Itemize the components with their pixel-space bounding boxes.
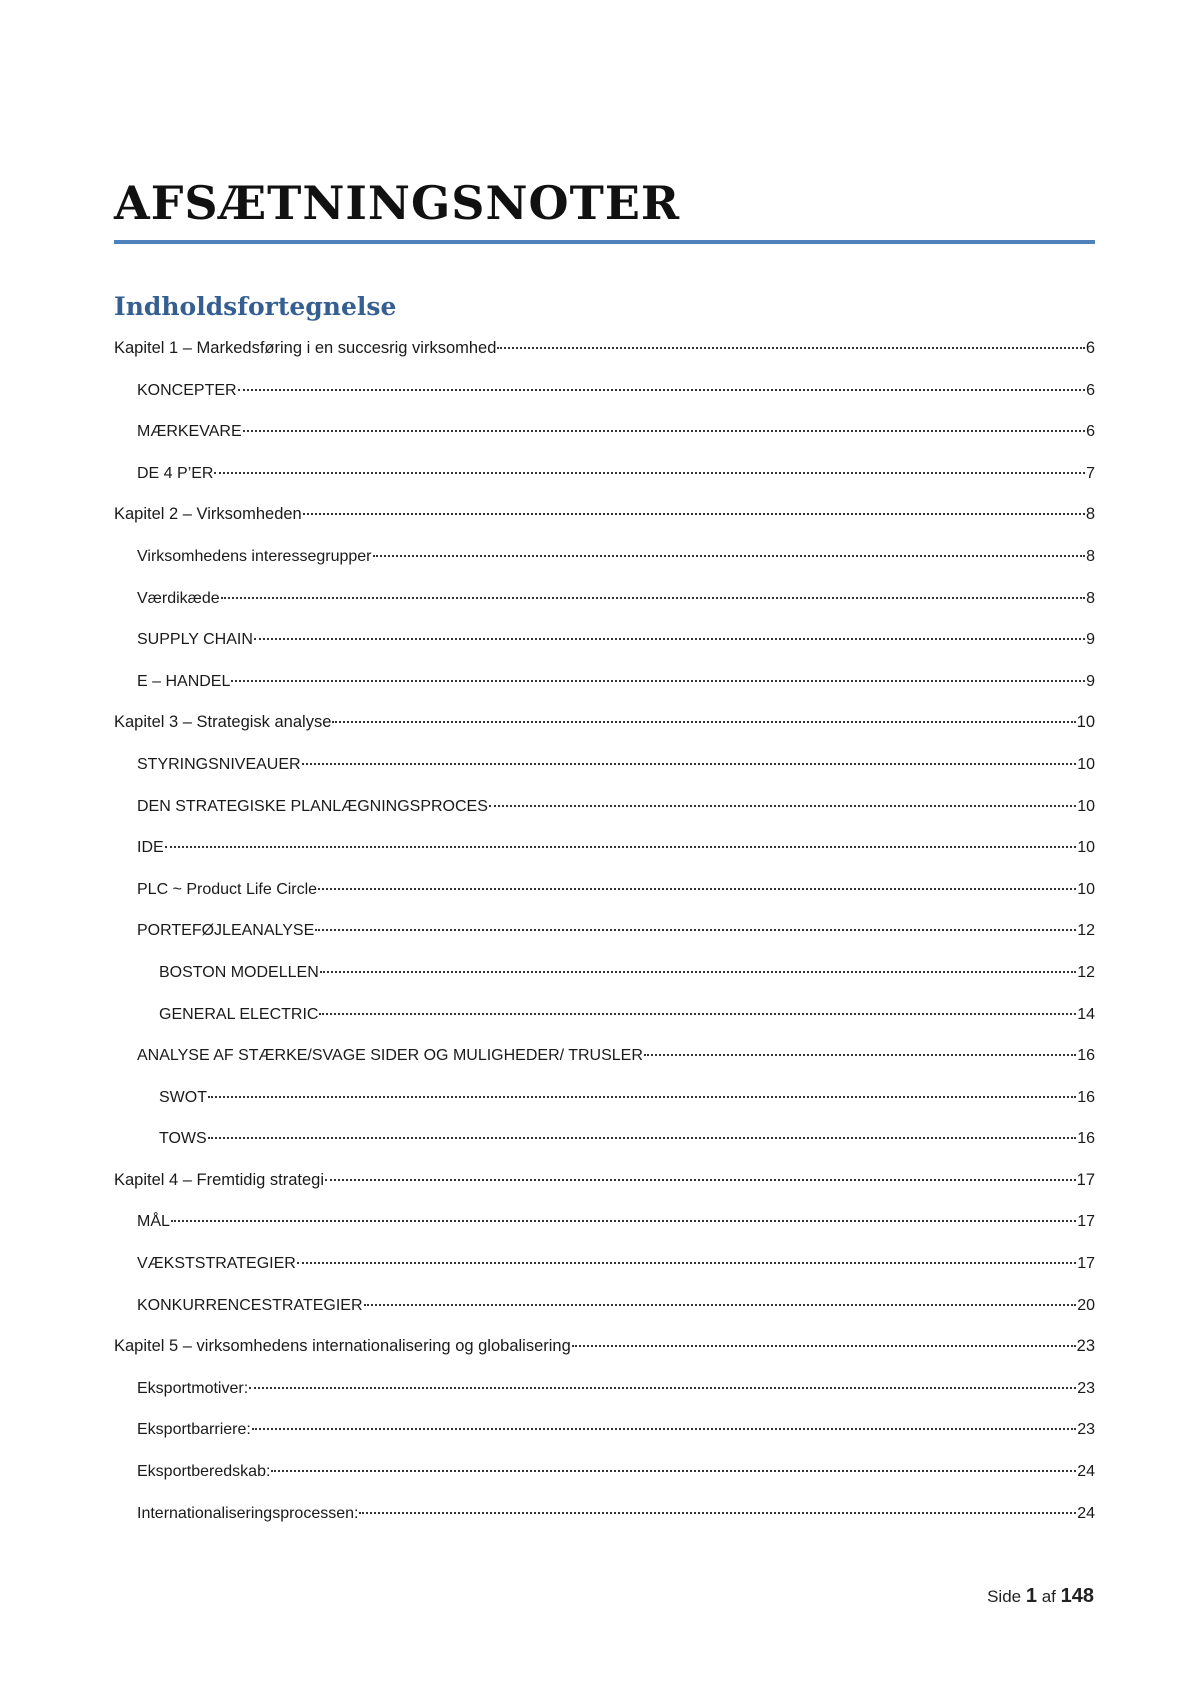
toc-entry[interactable] — [114, 619, 1095, 661]
toc-dot-leader — [231, 680, 1085, 682]
toc-entry[interactable] — [114, 1160, 1095, 1202]
toc-entry-page-number: 14 — [1077, 1005, 1095, 1023]
toc-heading: Indholdsfortegnelse — [114, 292, 397, 321]
toc-entry-label: Eksportberedskab: — [137, 1463, 271, 1481]
toc-entry-page-number: 24 — [1077, 1504, 1095, 1522]
toc-entry[interactable] — [114, 744, 1095, 786]
toc-entry-page-number: 10 — [1077, 797, 1095, 815]
toc-dot-leader — [364, 1304, 1077, 1306]
toc-entry-label: SWOT — [159, 1088, 207, 1106]
toc-entry-label: KONCEPTER — [137, 381, 237, 399]
toc-entry-label: STYRINGSNIVEAUER — [137, 755, 301, 773]
toc-entry-page-number: 16 — [1077, 1088, 1095, 1106]
toc-entry-page-number: 23 — [1076, 1337, 1095, 1356]
toc-entry-label: KONKURRENCESTRATEGIER — [137, 1296, 363, 1314]
toc-entry-label: Eksportmotiver: — [137, 1379, 249, 1397]
toc-entry[interactable] — [114, 1368, 1095, 1410]
toc-dot-leader — [320, 971, 1076, 973]
toc-entry[interactable] — [114, 661, 1095, 703]
toc-dot-leader — [221, 597, 1085, 599]
toc-entry-label: Kapitel 1 – Markedsføring i en succesrig virksomhed — [114, 339, 497, 357]
toc-dot-leader — [359, 1512, 1076, 1514]
toc-entry[interactable] — [114, 370, 1095, 412]
toc-entry-page-number: 6 — [1086, 381, 1095, 399]
toc-entry-label: Kapitel 3 – Strategisk analyse — [114, 713, 332, 732]
toc-entry[interactable] — [114, 578, 1095, 620]
toc-entry-page-number: 16 — [1077, 1130, 1095, 1148]
toc-entry[interactable] — [114, 1077, 1095, 1119]
toc-entry-label: Virksomhedens interessegrupper — [137, 547, 372, 565]
toc-entry[interactable] — [114, 994, 1095, 1036]
toc-dot-leader — [572, 1345, 1076, 1347]
toc-entry[interactable] — [114, 952, 1095, 994]
toc-dot-leader — [319, 1013, 1076, 1015]
toc-entry-page-number: 23 — [1077, 1379, 1095, 1397]
toc-entry-label: MÆRKEVARE — [137, 423, 242, 441]
toc-entry[interactable] — [114, 453, 1095, 495]
page-title: AFSÆTNINGSNOTER — [114, 176, 681, 230]
toc-entry-label: SUPPLY CHAIN — [137, 631, 253, 649]
toc-entry[interactable] — [114, 1409, 1095, 1451]
toc-entry-page-number: 6 — [1086, 423, 1095, 441]
toc-entry-page-number: 12 — [1077, 922, 1095, 940]
toc-entry[interactable] — [114, 1285, 1095, 1327]
toc-entry[interactable] — [114, 494, 1095, 536]
toc-entry[interactable] — [114, 1243, 1095, 1285]
toc-entry[interactable] — [114, 1035, 1095, 1077]
toc-entry-page-number: 17 — [1076, 1170, 1095, 1189]
toc-entry-page-number: 10 — [1077, 839, 1095, 857]
toc-entry-label: PORTEFØJLEANALYSE — [137, 922, 315, 940]
toc-entry-page-number: 12 — [1077, 963, 1095, 981]
toc-dot-leader — [271, 1470, 1076, 1472]
page-footer — [987, 1585, 1094, 1608]
toc-dot-leader — [297, 1262, 1076, 1264]
toc-entry-page-number: 8 — [1086, 547, 1095, 565]
toc-dot-leader — [315, 929, 1076, 931]
toc-entry-page-number: 7 — [1086, 464, 1095, 482]
toc-entry-page-number: 10 — [1077, 755, 1095, 773]
toc-entry[interactable] — [114, 786, 1095, 828]
toc-entry-page-number: 9 — [1086, 672, 1095, 690]
toc-entry[interactable] — [114, 1451, 1095, 1493]
toc-entry-page-number: 10 — [1076, 713, 1095, 732]
toc-entry-page-number: 16 — [1077, 1047, 1095, 1065]
toc-dot-leader — [238, 389, 1086, 391]
toc-entry-label: ANALYSE AF STÆRKE/SVAGE SIDER OG MULIGHEDER/ TRUSLER — [137, 1047, 643, 1065]
toc-entry[interactable] — [114, 536, 1095, 578]
toc-dot-leader — [318, 888, 1076, 890]
toc-dot-leader — [171, 1220, 1076, 1222]
toc-dot-leader — [325, 1179, 1076, 1181]
toc-entry-label: IDE — [137, 839, 164, 857]
footer-current-page: 1 — [1025, 1585, 1037, 1607]
toc-dot-leader — [243, 430, 1085, 432]
toc-entry[interactable] — [114, 1201, 1095, 1243]
toc-dot-leader — [332, 721, 1075, 723]
toc-entry-page-number: 6 — [1085, 339, 1095, 357]
toc-entry-label: VÆKSTSTRATEGIER — [137, 1255, 296, 1273]
toc-entry[interactable] — [114, 869, 1095, 911]
toc-entry-page-number: 24 — [1077, 1463, 1095, 1481]
toc-entry[interactable] — [114, 411, 1095, 453]
toc-entry[interactable] — [114, 827, 1095, 869]
toc-entry[interactable] — [114, 328, 1095, 370]
toc-entry-label: TOWS — [159, 1130, 207, 1148]
toc-entry-label: Kapitel 2 – Virksomheden — [114, 505, 302, 524]
table-of-contents — [114, 328, 1095, 1534]
toc-entry-label: PLC ~ Product Life Circle — [137, 880, 318, 898]
toc-entry-page-number: 23 — [1077, 1421, 1095, 1439]
toc-entry-label: MÅL — [137, 1213, 170, 1231]
toc-entry-label: Kapitel 5 – virksomhedens internationalisering og globalisering — [114, 1337, 571, 1356]
footer-prefix: Side — [987, 1587, 1022, 1606]
toc-dot-leader — [249, 1387, 1076, 1389]
toc-dot-leader — [252, 1428, 1076, 1430]
toc-entry-page-number: 10 — [1077, 880, 1095, 898]
toc-entry[interactable] — [114, 1493, 1095, 1535]
toc-entry-label: Internationaliseringsprocessen: — [137, 1504, 359, 1522]
toc-entry-label: DEN STRATEGISKE PLANLÆGNINGSPROCES — [137, 797, 488, 815]
toc-entry-page-number: 8 — [1085, 505, 1095, 524]
toc-dot-leader — [214, 472, 1085, 474]
toc-entry-label: Eksportbarriere: — [137, 1421, 251, 1439]
footer-total-pages: 148 — [1060, 1585, 1094, 1607]
toc-entry-page-number: 17 — [1077, 1255, 1095, 1273]
footer-separator: af — [1041, 1587, 1056, 1606]
toc-entry-label: Værdikæde — [137, 589, 220, 607]
toc-entry[interactable] — [114, 1118, 1095, 1160]
toc-entry[interactable] — [114, 702, 1095, 744]
toc-entry-label: GENERAL ELECTRIC — [159, 1005, 319, 1023]
toc-dot-leader — [302, 763, 1077, 765]
toc-entry-page-number: 20 — [1077, 1296, 1095, 1314]
toc-entry-label: E – HANDEL — [137, 672, 231, 690]
toc-entry-label: BOSTON MODELLEN — [159, 963, 319, 981]
toc-entry-label: Kapitel 4 – Fremtidig strategi — [114, 1170, 325, 1189]
toc-entry-page-number: 17 — [1077, 1213, 1095, 1231]
toc-dot-leader — [165, 846, 1077, 848]
title-divider — [114, 240, 1095, 244]
toc-dot-leader — [497, 347, 1084, 349]
toc-dot-leader — [644, 1054, 1076, 1056]
toc-entry-label: DE 4 P’ER — [137, 464, 214, 482]
toc-entry-page-number: 8 — [1086, 589, 1095, 607]
toc-dot-leader — [489, 805, 1076, 807]
toc-entry-page-number: 9 — [1086, 631, 1095, 649]
toc-dot-leader — [254, 638, 1085, 640]
toc-dot-leader — [208, 1137, 1077, 1139]
toc-dot-leader — [303, 513, 1085, 515]
toc-dot-leader — [373, 555, 1086, 557]
toc-entry[interactable] — [114, 910, 1095, 952]
toc-entry[interactable] — [114, 1326, 1095, 1368]
toc-dot-leader — [208, 1096, 1076, 1098]
